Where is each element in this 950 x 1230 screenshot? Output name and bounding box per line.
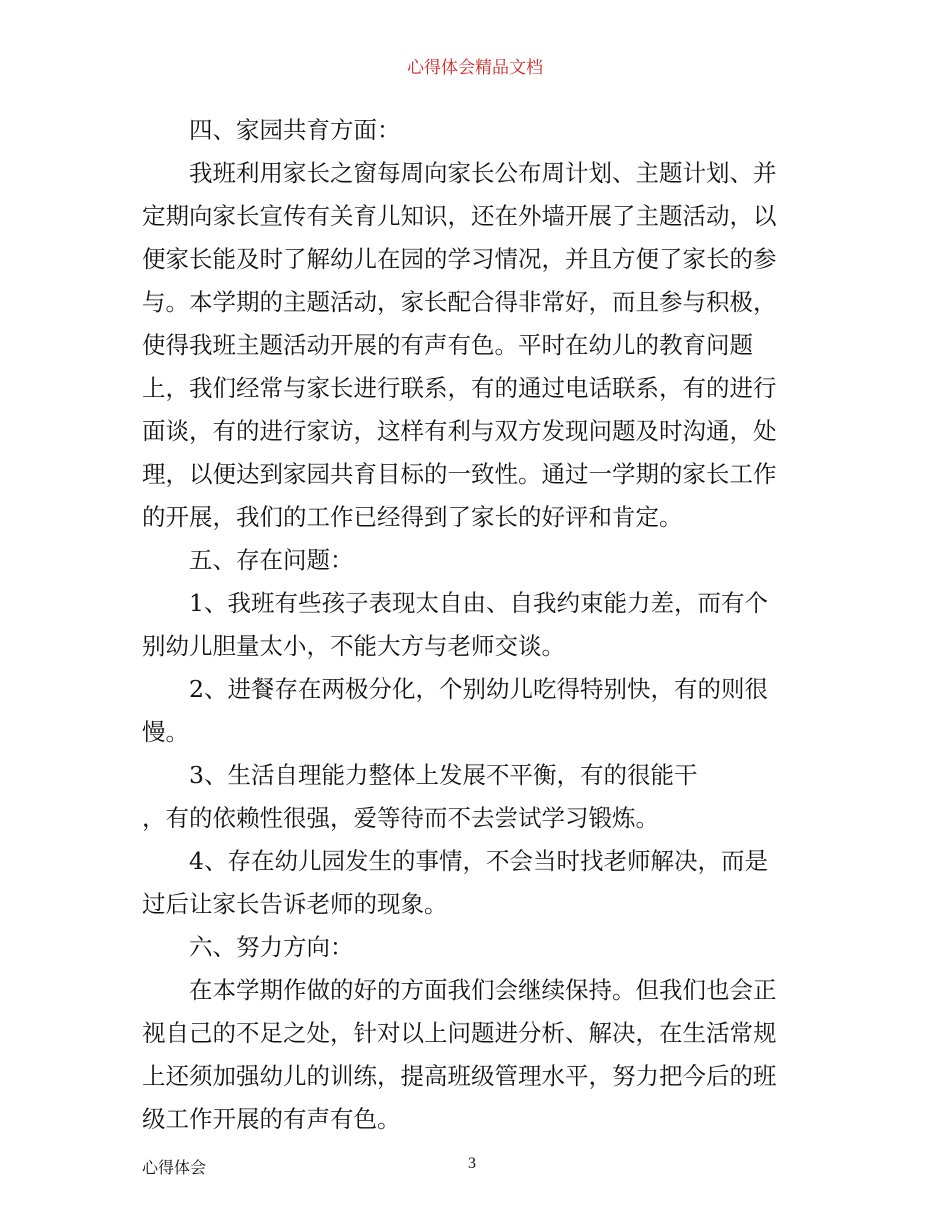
body-text-line: 四、家园共育方面： (189, 116, 401, 144)
body-text-line: 1、我班有些孩子表现太自由、自我约束能力差，而有个 (189, 589, 768, 617)
body-text-line: 在本学期作做的好的方面我们会继续保持。但我们也会正 (189, 976, 777, 1004)
body-text-line: 与。本学期的主题活动，家长配合得非常好，而且参与积极， (142, 288, 777, 316)
body-text-line: 上还须加强幼儿的训练，提高班级管理水平，努力把今后的班 (142, 1062, 777, 1090)
body-text-line: 2、进餐存在两极分化，个别幼儿吃得特别快，有的则很 (189, 675, 768, 703)
body-text-line: 视自己的不足之处，针对以上问题进分析、解决，在生活常规 (142, 1019, 777, 1047)
body-text-line: 五、存在问题： (189, 546, 354, 574)
body-text-line: 上，我们经常与家长进行联系，有的通过电话联系，有的进行 (142, 374, 777, 402)
body-text-line: 级工作开展的有声有色。 (142, 1105, 401, 1133)
body-text-line: 面谈，有的进行家访，这样有利与双方发现问题及时沟通，处 (142, 417, 777, 445)
body-text-line: 别幼儿胆量太小，不能大方与老师交谈。 (142, 632, 565, 660)
body-text-line: 定期向家长宣传有关育儿知识，还在外墙开展了主题活动，以 (142, 202, 777, 230)
body-text-line: 慢。 (142, 718, 189, 746)
body-text-line: ，有的依赖性很强，爱等待而不去尝试学习锻炼。 (142, 804, 659, 832)
body-text-line: 3、生活自理能力整体上发展不平衡，有的很能干 (189, 761, 698, 789)
body-text-line: 六、努力方向： (189, 933, 354, 961)
page-number: 3 (468, 1155, 476, 1172)
page-footer-label: 心得体会 (142, 1158, 207, 1177)
body-text-line: 过后让家长告诉老师的现象。 (142, 890, 448, 918)
document-body (142, 109, 817, 1141)
page-header-title: 心得体会精品文档 (407, 58, 543, 78)
body-text-line: 4、存在幼儿园发生的事情，不会当时找老师解决，而是 (189, 847, 768, 875)
body-text-line: 我班利用家长之窗每周向家长公布周计划、主题计划、并 (189, 159, 777, 187)
body-text-line: 使得我班主题活动开展的有声有色。平时在幼儿的教育问题 (142, 331, 753, 359)
body-text-line: 理，以便达到家园共育目标的一致性。通过一学期的家长工作 (142, 460, 777, 488)
body-text-line: 的开展，我们的工作已经得到了家长的好评和肯定。 (142, 503, 683, 531)
body-text-line: 便家长能及时了解幼儿在园的学习情况，并且方便了家长的参 (142, 245, 777, 273)
